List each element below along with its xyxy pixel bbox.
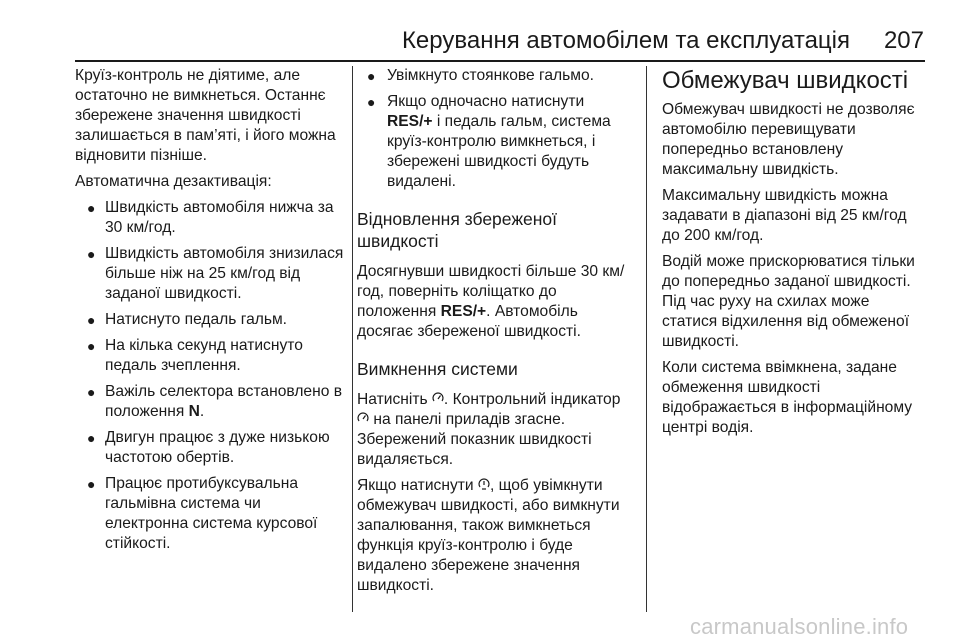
paragraph: Водій може прискорюватися тільки до попередньо заданої швидкості. Під час руху на схилах може статися відхилення від обмеженої швидкості. [662,253,915,350]
bullet-icon: ● [367,94,376,110]
res-button-label: RES/+ [387,113,433,130]
bullet-icon: ● [87,246,96,262]
list-item: ● Працює протибуксувальна гальмівна система чи електронна система курсової стійкості. [87,475,318,552]
paragraph: Коли система ввімкнена, задане обмеження швидкості відображається в інформаційному центрі водія. [662,359,913,436]
column-divider-2 [646,66,647,612]
list-item: ● Двигун працює з дуже низькою частотою обертів. [87,429,330,466]
bullet-icon: ● [367,68,376,84]
list-item: ● Увімкнуто стоянкове гальмо. [367,67,594,84]
column-3 [662,66,928,444]
paragraph: Якщо натиснути , щоб увімкнути обмежувач швидкості, або вимкнути запалювання, також вимкнеться функція круїз-контролю і буде видалено збережене значення швидкості. [357,477,620,594]
column-divider-1 [352,66,353,612]
res-button-label: RES/+ [440,303,487,320]
gear-n: N [188,403,200,420]
section-heading-off: Вимкнення системи [357,359,518,379]
list-item: ● Натиснуто педаль гальм. [87,311,288,328]
bullet-icon: ● [87,338,96,354]
list-item: ● Швидкість автомобіля знизилася більше ніж на 25 км/год від заданої швидкості. [87,245,344,302]
page-number: 207 [883,27,924,54]
column-1 [75,66,347,560]
watermark: carmanualsonline.info [690,614,909,639]
paragraph: Круїз-контроль не діятиме, але остаточно не вимкнеться. Останнє збережене значення швидкості залишається в пам’яті, і його можна відновити пізніше. [75,67,336,164]
speed-limiter-icon [478,476,490,496]
deactivation-list-continued [357,66,633,192]
bullet-icon: ● [87,200,96,216]
list-item: ● На кілька секунд натиснуто педаль зчеплення. [87,337,303,374]
header-rule [75,60,925,62]
paragraph: Обмежувач швидкості не дозволяє автомобілю перевищувати попередньо встановлену максимальну швидкість. [662,101,915,178]
deactivation-list [75,198,347,554]
cruise-control-icon [432,390,444,410]
bullet-icon: ● [87,384,96,400]
cruise-control-icon [357,410,369,430]
chapter-title: Керування автомобілем та експлуатація [401,27,850,54]
list-item: ● Якщо одночасно натиснути RES/+ і педаль гальм, система круїз-контролю вимкнеться, і збережені швидкості будуть видалені. [367,93,611,190]
list-item: ● Швидкість автомобіля нижча за 30 км/год. [87,199,334,236]
page-header [0,26,960,56]
column-2 [357,66,633,602]
bullet-icon: ● [87,430,96,446]
bullet-icon: ● [87,476,96,492]
bullet-icon: ● [87,312,96,328]
paragraph: Максимальну швидкість можна задавати в діапазоні від 25 км/год до 200 км/год. [662,187,907,244]
paragraph: Автоматична дезактивація: [75,173,272,190]
paragraph: Досягнувши швидкості більше 30 км/год, поверніть коліщатко до положення RES/+. Автомобіль досягає збереженої швидкості. [357,263,625,340]
paragraph: Натисніть . Контрольний індикатор на панелі приладів згасне. Збережений показник швидкості видаляється. [357,391,621,468]
list-item: ● Важіль селектора встановлено в положення N. [87,383,342,420]
section-heading-restore: Відновлення збереженої швидкості [357,209,558,251]
section-title-speed-limiter: Обмежувач швидкості [662,67,909,94]
